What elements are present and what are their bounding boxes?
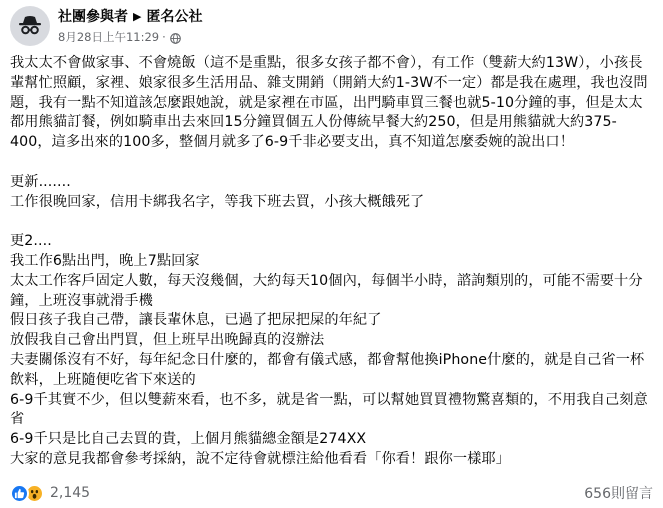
- caret-right-icon: ▶: [133, 10, 142, 23]
- post-subline: [58, 29, 202, 45]
- reactions-summary[interactable]: [10, 484, 90, 503]
- group-name[interactable]: 匿名公社: [146, 9, 203, 25]
- post-timestamp[interactable]: 8月28日上午11:29: [58, 30, 160, 44]
- separator-dot: ·: [162, 30, 166, 44]
- update-2-line: 放假我自己會出門買，但上班早出晚歸真的沒辦法: [10, 332, 325, 349]
- globe-icon[interactable]: [170, 32, 181, 43]
- post-header: [10, 0, 653, 54]
- reaction-count[interactable]: 2,145: [50, 485, 91, 501]
- anonymous-avatar-icon[interactable]: [10, 6, 50, 46]
- comment-count[interactable]: 656則留言: [584, 486, 653, 502]
- paragraph-main: 我太太不會做家事、不會燒飯（這不是重點，很多女孩子都不會），有工作（雙薪大約13W），小孩長輩幫忙照顧，家裡、娘家很多生活用品、雜支開銷（開銷大約1-3W不一定）都是我在處理，我也沒問題，我有一點不知道該怎麼跟她說，就是家裡在市區，出門騎車買三餐也就5-10分鐘的事，但是太太都用熊貓訂餐，例如騎車出去來回15分鐘買個五人份傳統早餐大約250，但是用熊貓就大約375-400，這多出來的100多，整個月就多了6-9千非必要支出，真不知道怎麼委婉的說出口！: [10, 55, 648, 151]
- post-names: [58, 8, 202, 26]
- update-1-title: 更新.......: [10, 173, 71, 190]
- paragraph-gap: [10, 212, 653, 232]
- update-2-line: 假日孩子我自己帶，讓長輩休息，已過了把尿把屎的年紀了: [10, 312, 382, 329]
- update-2-line: 6-9千其實不少，但以雙薪來看，也不多，就是省一點，可以幫她買買禮物驚喜類的，不用我自己刻意省: [10, 391, 648, 428]
- update-2-line: 6-9千只是比自己去買的貴，上個月熊貓總金額是274XX: [10, 431, 367, 448]
- like-icon: [10, 484, 29, 503]
- post-body: [10, 54, 653, 470]
- update-1-text: 工作很晚回家，信用卡綁我名字，等我下班去買，小孩大概餓死了: [10, 193, 425, 210]
- update-2-title: 更2....: [10, 233, 52, 250]
- post-meta: [58, 6, 202, 45]
- post-footer: [10, 480, 653, 506]
- author-name[interactable]: 社團參與者: [58, 9, 128, 25]
- paragraph-gap: [10, 153, 653, 173]
- update-2-line: 大家的意見我都會參考採納，說不定待會就標注給他看看「你看！跟你一樣耶」: [10, 450, 511, 467]
- update-2-line: 夫妻關係沒有不好，每年紀念日什麼的，都會有儀式感，都會幫他換iPhone什麼的，就是自己省一杯飲料，上班隨便吃省下來送的: [10, 351, 645, 388]
- update-2-line: 太太工作客戶固定人數，每天沒幾個，大約每天10個內，每個半小時，諮詢類別的，可能不需要十分鐘，上班沒事就滑手機: [10, 272, 643, 309]
- update-2-line: 我工作6點出門，晚上7點回家: [10, 252, 200, 269]
